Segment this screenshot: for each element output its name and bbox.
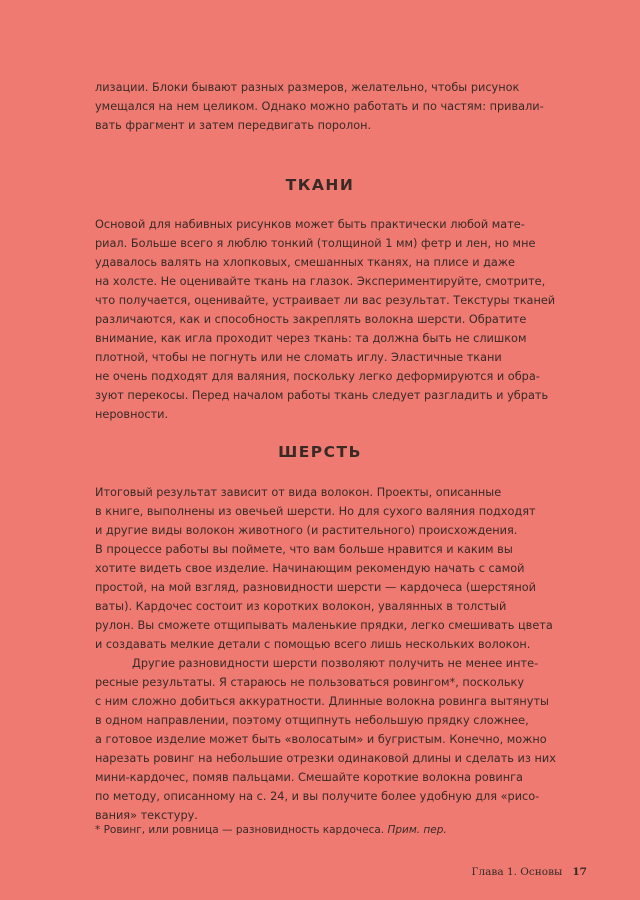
intro-paragraph (95, 78, 544, 135)
footnote-text: * Ровинг, или ровница — разновидность кардочеса. (95, 824, 388, 836)
wool-paragraph (95, 483, 556, 825)
text-line: хотите видеть свое изделие. Начинающим рекомендую начать с самой (95, 562, 525, 575)
footnote (95, 822, 555, 838)
chapter-label: Глава 1. Основы (471, 866, 563, 878)
text-line: лизации. Блоки бывают разных размеров, желательно, чтобы рисунок (95, 81, 520, 94)
text-line: в одном направлении, поэтому отщипнуть небольшую прядку сложнее, (95, 714, 529, 727)
text-line: в книге, выполнены из овечьей шерсти. Но для сухого валяния подходят (95, 505, 536, 518)
text-line: умещался на нем целиком. Однако можно работать и по частям: привали- (95, 100, 544, 113)
text-line: неровности. (95, 408, 169, 421)
text-line: Основой для набивных рисунков может быть практически любой мате- (95, 218, 525, 231)
text-line: и другие виды волокон животного (и растительного) происхождения. (95, 524, 518, 537)
text-line: ресные результаты. Я стараюсь не пользоваться ровингом*, поскольку (95, 676, 525, 689)
text-line: удавалось валять на хлопковых, смешанных тканях, на плисе и даже (95, 256, 515, 269)
text-line: зуют перекосы. Перед началом работы ткань следует разгладить и убрать (95, 389, 549, 402)
text-line: риал. Больше всего я люблю тонкий (толщиной 1 мм) фетр и лен, но мне (95, 237, 536, 250)
text-line: по методу, описанному на с. 24, и вы получите более удобную для «рисо- (95, 790, 540, 803)
text-line: на холсте. Не оценивайте ткань на глазок. Экспериментируйте, смотрите, (95, 275, 546, 288)
text-line: вать фрагмент и затем передвигать поролон. (95, 119, 372, 132)
text-line: не очень подходят для валяния, поскольку легко деформируются и обра- (95, 370, 540, 383)
text-line: нарезать ровинг на небольшие отрезки одинаковой длины и сделать из них (95, 752, 556, 765)
text-line: вания» текстуру. (95, 809, 198, 822)
text-line: что получается, оценивайте, устраивает ли вас результат. Текстуры тканей (95, 294, 556, 307)
fabrics-paragraph (95, 215, 556, 424)
text-line: Другие разновидности шерсти позволяют получить не менее инте- (132, 657, 539, 670)
text-line: с ним сложно добиться аккуратности. Длинные волокна ровинга вытянуты (95, 695, 549, 708)
text-line: а готовое изделие может быть «волосатым» и бугристым. Конечно, можно (95, 733, 547, 746)
text-line: простой, на мой взгляд, разновидности шерсти — кардочеса (шерстяной (95, 581, 536, 594)
page-number: 17 (572, 866, 587, 878)
text-line: ваты). Кардочес состоит из коротких волокон, увалянных в толстый (95, 600, 507, 613)
text-line: внимание, как игла проходит через ткань: та должна быть не слишком (95, 332, 527, 345)
text-line: Итоговый результат зависит от вида волокон. Проекты, описанные (95, 486, 502, 499)
text-line: рулон. Вы сможете отщипывать маленькие прядки, легко смешивать цвета (95, 619, 553, 632)
text-line: различаются, как и способность закреплять волокна шерсти. Обратите (95, 313, 527, 326)
page-footer (0, 866, 587, 878)
footnote-translator-note: Прим. пер. (387, 824, 447, 836)
section-heading-wool: ШЕРСТЬ (278, 443, 362, 461)
text-line: и создавать мелкие детали с помощью всего лишь нескольких волокон. (95, 638, 531, 651)
text-line: плотной, чтобы не погнуть или не сломать иглу. Эластичные ткани (95, 351, 502, 364)
text-line: В процессе работы вы поймете, что вам больше нравится и каким вы (95, 543, 513, 556)
section-heading-fabrics: ТКАНИ (285, 176, 355, 194)
text-line: мини-кардочес, помяв пальцами. Смешайте короткие волокна ровинга (95, 771, 523, 784)
